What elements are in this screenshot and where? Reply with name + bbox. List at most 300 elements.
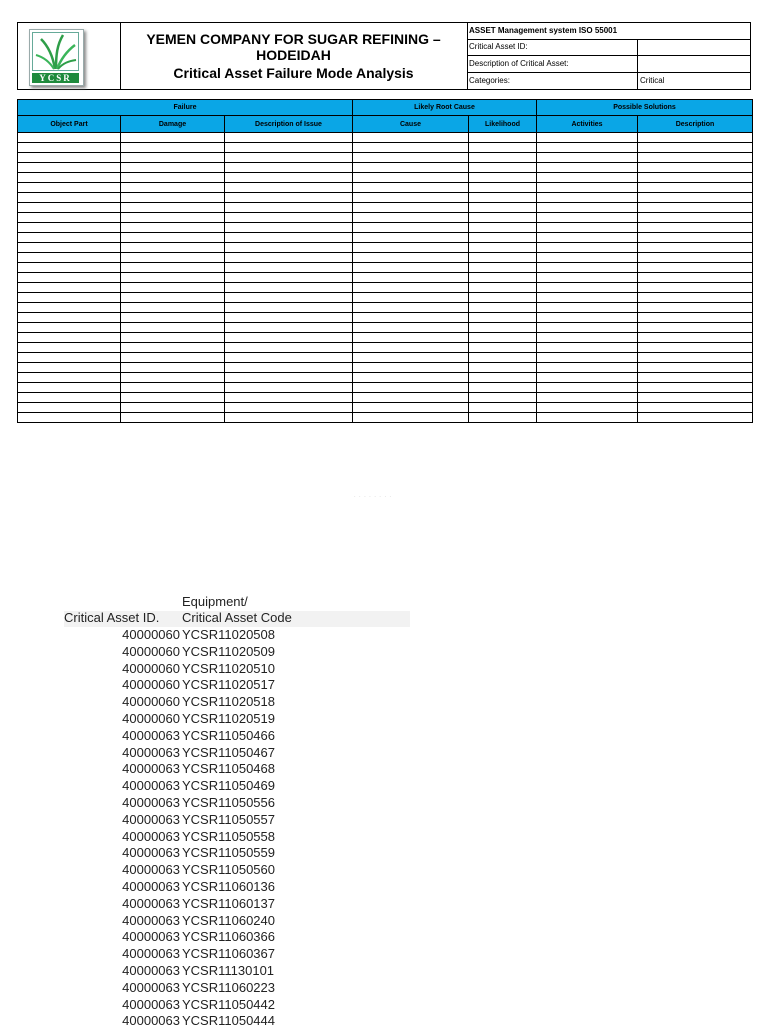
asset-id: 40000063: [122, 895, 180, 911]
failure-mode-table: [17, 99, 753, 423]
table-cell[interactable]: [469, 333, 537, 343]
table-cell[interactable]: [537, 203, 638, 213]
table-row: [18, 393, 753, 403]
asset-code: YCSR11020508: [182, 627, 275, 642]
table-cell[interactable]: [469, 153, 537, 163]
failure-mode-table-body: [18, 133, 753, 423]
table-cell[interactable]: [469, 353, 537, 363]
column-header-object-part: Object Part: [18, 116, 121, 133]
table-cell[interactable]: [121, 413, 225, 423]
table-cell[interactable]: [537, 373, 638, 383]
table-cell[interactable]: [225, 253, 353, 263]
table-row: [18, 203, 753, 213]
table-row: [18, 293, 753, 303]
asset-code: YCSR11060137: [182, 895, 275, 911]
table-cell[interactable]: [121, 253, 225, 263]
table-cell[interactable]: [225, 313, 353, 323]
logo-cell: [18, 23, 121, 89]
company-name-line1: YEMEN COMPANY FOR SUGAR REFINING –: [146, 31, 441, 47]
group-header-failure: Failure: [18, 100, 353, 116]
table-cell[interactable]: [638, 203, 753, 213]
table-cell[interactable]: [353, 273, 469, 283]
asset-id: 40000063: [122, 744, 180, 760]
table-cell[interactable]: [18, 253, 121, 263]
table-cell[interactable]: [638, 243, 753, 253]
table-cell[interactable]: [638, 273, 753, 283]
table-cell[interactable]: [121, 383, 225, 393]
table-cell[interactable]: [469, 343, 537, 353]
table-cell[interactable]: [121, 153, 225, 163]
table-row: [18, 233, 753, 243]
table-cell[interactable]: [121, 263, 225, 273]
table-row: [18, 263, 753, 273]
table-cell[interactable]: [638, 163, 753, 173]
table-cell[interactable]: [225, 133, 353, 143]
table-cell[interactable]: [469, 383, 537, 393]
table-cell[interactable]: [353, 293, 469, 303]
table-cell[interactable]: [469, 393, 537, 403]
table-cell[interactable]: [537, 413, 638, 423]
table-cell[interactable]: [537, 363, 638, 373]
table-cell[interactable]: [353, 393, 469, 403]
asset-id: 40000063: [122, 912, 180, 928]
asset-code: YCSR11050469: [182, 778, 275, 794]
table-cell[interactable]: [469, 293, 537, 303]
table-cell[interactable]: [638, 313, 753, 323]
asset-id: 40000060: [122, 694, 180, 710]
table-cell[interactable]: [638, 213, 753, 223]
table-cell[interactable]: [537, 143, 638, 153]
table-cell[interactable]: [225, 383, 353, 393]
title-cell: [120, 23, 468, 89]
table-cell[interactable]: [537, 133, 638, 143]
table-cell[interactable]: [469, 273, 537, 283]
table-cell[interactable]: [537, 193, 638, 203]
table-cell[interactable]: [469, 183, 537, 193]
asset-code: YCSR11060136: [182, 878, 275, 894]
table-cell[interactable]: [638, 373, 753, 383]
table-cell[interactable]: [18, 213, 121, 223]
table-cell[interactable]: [469, 213, 537, 223]
table-cell[interactable]: [121, 373, 225, 383]
table-cell[interactable]: [121, 223, 225, 233]
table-cell[interactable]: [121, 133, 225, 143]
table-cell[interactable]: [469, 193, 537, 203]
table-cell[interactable]: [638, 143, 753, 153]
column-header-damage: Damage: [121, 116, 225, 133]
asset-code: YCSR11020518: [182, 694, 275, 710]
table-cell[interactable]: [225, 163, 353, 173]
column-header-description: Description: [638, 116, 753, 133]
table-cell[interactable]: [353, 133, 469, 143]
table-cell[interactable]: [638, 133, 753, 143]
table-row: [18, 373, 753, 383]
table-cell[interactable]: [537, 273, 638, 283]
table-cell[interactable]: [353, 143, 469, 153]
table-cell[interactable]: [18, 343, 121, 353]
table-cell[interactable]: [18, 303, 121, 313]
table-cell[interactable]: [18, 173, 121, 183]
table-cell[interactable]: [121, 403, 225, 413]
table-row: [18, 223, 753, 233]
table-row: [18, 143, 753, 153]
table-cell[interactable]: [638, 413, 753, 423]
table-cell[interactable]: [225, 293, 353, 303]
asset-id: 40000060: [122, 643, 180, 659]
table-cell[interactable]: [469, 373, 537, 383]
asset-id: 40000063: [122, 946, 180, 962]
table-row: [18, 323, 753, 333]
table-cell[interactable]: [121, 233, 225, 243]
table-cell[interactable]: [353, 313, 469, 323]
table-cell[interactable]: [225, 373, 353, 383]
asset-id: 40000063: [122, 979, 180, 995]
table-cell[interactable]: [225, 323, 353, 333]
table-cell[interactable]: [638, 263, 753, 273]
system-label: ASSET Management system ISO 55001: [467, 23, 750, 40]
table-cell[interactable]: [353, 323, 469, 333]
description-label: Description of Critical Asset:: [469, 59, 569, 68]
table-cell[interactable]: [121, 323, 225, 333]
asset-code: YCSR11020517: [182, 677, 275, 693]
table-cell[interactable]: [353, 203, 469, 213]
table-cell[interactable]: [537, 263, 638, 273]
group-header-root-cause: Likely Root Cause: [353, 100, 537, 116]
table-cell[interactable]: [469, 403, 537, 413]
asset-id: 40000063: [122, 778, 180, 794]
table-cell[interactable]: [121, 283, 225, 293]
table-row: [18, 363, 753, 373]
table-row: [18, 343, 753, 353]
table-cell[interactable]: [638, 333, 753, 343]
critical-asset-id-row: [467, 39, 750, 56]
asset-id: 40000063: [122, 996, 180, 1012]
table-cell[interactable]: [225, 353, 353, 363]
table-cell[interactable]: [469, 203, 537, 213]
asset-code: YCSR11060367: [182, 946, 275, 962]
table-cell[interactable]: [121, 143, 225, 153]
table-cell[interactable]: [469, 253, 537, 263]
description-row: [467, 56, 750, 73]
table-cell[interactable]: [638, 393, 753, 403]
table-cell[interactable]: [469, 243, 537, 253]
table-cell[interactable]: [353, 403, 469, 413]
table-cell[interactable]: [18, 143, 121, 153]
table-cell[interactable]: [469, 263, 537, 273]
table-cell[interactable]: [18, 373, 121, 383]
table-cell[interactable]: [469, 413, 537, 423]
table-cell[interactable]: [121, 343, 225, 353]
table-cell[interactable]: [353, 243, 469, 253]
asset-code: YCSR11060366: [182, 929, 275, 945]
table-row: [18, 283, 753, 293]
table-cell[interactable]: [537, 353, 638, 363]
table-cell[interactable]: [638, 173, 753, 183]
table-cell[interactable]: [638, 353, 753, 363]
asset-id: 40000060: [122, 660, 180, 676]
table-cell[interactable]: [18, 383, 121, 393]
table-cell[interactable]: [18, 353, 121, 363]
table-cell[interactable]: [225, 233, 353, 243]
table-cell[interactable]: [469, 173, 537, 183]
table-cell[interactable]: [353, 373, 469, 383]
table-cell[interactable]: [537, 343, 638, 353]
asset-code: YCSR11050558: [182, 828, 275, 844]
table-cell[interactable]: [469, 133, 537, 143]
document-title: Critical Asset Failure Mode Analysis: [173, 65, 414, 81]
table-cell[interactable]: [638, 343, 753, 353]
table-cell[interactable]: [225, 243, 353, 253]
table-cell[interactable]: [353, 193, 469, 203]
table-cell[interactable]: [225, 283, 353, 293]
critical-asset-id-label: Critical Asset ID:: [469, 42, 528, 51]
table-cell[interactable]: [353, 333, 469, 343]
table-cell[interactable]: [18, 203, 121, 213]
table-cell[interactable]: [469, 163, 537, 173]
company-name-line2: HODEIDAH: [256, 47, 331, 63]
asset-id: 40000063: [122, 761, 180, 777]
table-cell[interactable]: [537, 403, 638, 413]
table-cell[interactable]: [225, 413, 353, 423]
equipment-header: Equipment/: [182, 594, 248, 609]
table-cell[interactable]: [353, 233, 469, 243]
asset-id: 40000063: [122, 929, 180, 945]
asset-code: YCSR11130101: [182, 962, 275, 978]
table-cell[interactable]: [18, 133, 121, 143]
asset-code: YCSR11050444: [182, 1013, 275, 1029]
table-cell[interactable]: [537, 233, 638, 243]
table-cell[interactable]: [638, 283, 753, 293]
asset-id: 40000063: [122, 878, 180, 894]
table-cell[interactable]: [638, 303, 753, 313]
table-cell[interactable]: [121, 203, 225, 213]
table-cell[interactable]: [225, 263, 353, 273]
table-row: [18, 313, 753, 323]
asset-id: 40000060: [122, 710, 180, 726]
table-cell[interactable]: [121, 293, 225, 303]
column-header-description-of-issue: Description of Issue: [225, 116, 353, 133]
table-cell[interactable]: [18, 233, 121, 243]
table-cell[interactable]: [469, 283, 537, 293]
table-cell[interactable]: [638, 153, 753, 163]
table-cell[interactable]: [353, 283, 469, 293]
asset-id: 40000060: [122, 677, 180, 693]
asset-id: 40000063: [122, 1013, 180, 1029]
table-row: [18, 183, 753, 193]
table-row: [18, 243, 753, 253]
table-cell[interactable]: [353, 363, 469, 373]
table-cell[interactable]: [121, 243, 225, 253]
table-cell[interactable]: [18, 273, 121, 283]
table-cell[interactable]: [18, 323, 121, 333]
table-cell[interactable]: [469, 223, 537, 233]
table-cell[interactable]: [537, 293, 638, 303]
table-cell[interactable]: [225, 273, 353, 283]
table-cell[interactable]: [121, 313, 225, 323]
table-cell[interactable]: [353, 223, 469, 233]
table-cell[interactable]: [638, 193, 753, 203]
table-cell[interactable]: [353, 303, 469, 313]
table-cell[interactable]: [537, 223, 638, 233]
table-cell[interactable]: [537, 183, 638, 193]
table-cell[interactable]: [537, 153, 638, 163]
table-cell[interactable]: [18, 293, 121, 303]
table-cell[interactable]: [469, 363, 537, 373]
table-row: [18, 333, 753, 343]
table-cell[interactable]: [353, 183, 469, 193]
table-cell[interactable]: [638, 323, 753, 333]
critical-asset-code-header: Critical Asset Code: [182, 610, 292, 625]
table-cell[interactable]: [537, 313, 638, 323]
table-cell[interactable]: [225, 303, 353, 313]
table-cell[interactable]: [121, 273, 225, 283]
table-cell[interactable]: [121, 193, 225, 203]
table-cell[interactable]: [638, 223, 753, 233]
table-cell[interactable]: [353, 163, 469, 173]
asset-code: YCSR11050442: [182, 996, 275, 1012]
table-cell[interactable]: [353, 263, 469, 273]
table-cell[interactable]: [18, 243, 121, 253]
table-cell[interactable]: [537, 163, 638, 173]
asset-code: YCSR11020510: [182, 660, 275, 676]
asset-code: YCSR11050556: [182, 794, 275, 810]
table-row: [18, 403, 753, 413]
table-cell[interactable]: [18, 183, 121, 193]
table-row: [18, 163, 753, 173]
table-cell[interactable]: [225, 363, 353, 373]
table-cell[interactable]: [638, 363, 753, 373]
critical-asset-id-header: Critical Asset ID.: [64, 610, 160, 625]
asset-id: 40000063: [122, 794, 180, 810]
table-row: [18, 173, 753, 183]
table-cell[interactable]: [537, 333, 638, 343]
table-cell[interactable]: [469, 323, 537, 333]
document-header: [17, 22, 751, 90]
table-cell[interactable]: [638, 293, 753, 303]
asset-id: 40000063: [122, 962, 180, 978]
table-cell[interactable]: [18, 313, 121, 323]
table-cell[interactable]: [353, 413, 469, 423]
asset-code: YCSR11050466: [182, 727, 275, 743]
table-cell[interactable]: [537, 283, 638, 293]
table-cell[interactable]: [121, 303, 225, 313]
table-cell[interactable]: [537, 253, 638, 263]
table-row: [18, 383, 753, 393]
table-row: [18, 193, 753, 203]
faint-mark: · · · · · · · ·: [354, 494, 393, 500]
table-cell[interactable]: [353, 253, 469, 263]
table-cell[interactable]: [121, 213, 225, 223]
table-cell[interactable]: [353, 383, 469, 393]
critical-asset-id-value[interactable]: [637, 39, 640, 55]
table-cell[interactable]: [638, 233, 753, 243]
table-cell[interactable]: [225, 393, 353, 403]
table-cell[interactable]: [18, 153, 121, 163]
table-cell[interactable]: [18, 263, 121, 273]
table-cell[interactable]: [121, 393, 225, 403]
table-cell[interactable]: [121, 353, 225, 363]
table-cell[interactable]: [638, 383, 753, 393]
table-row: [18, 153, 753, 163]
table-cell[interactable]: [18, 413, 121, 423]
table-cell[interactable]: [121, 333, 225, 343]
table-cell[interactable]: [537, 173, 638, 183]
table-cell[interactable]: [537, 303, 638, 313]
table-cell[interactable]: [225, 213, 353, 223]
table-cell[interactable]: [469, 143, 537, 153]
table-cell[interactable]: [353, 173, 469, 183]
table-cell[interactable]: [638, 403, 753, 413]
table-cell[interactable]: [469, 313, 537, 323]
table-cell[interactable]: [121, 363, 225, 373]
table-cell[interactable]: [353, 153, 469, 163]
table-cell[interactable]: [225, 183, 353, 193]
table-cell[interactable]: [537, 393, 638, 403]
table-cell[interactable]: [121, 183, 225, 193]
table-cell[interactable]: [537, 213, 638, 223]
company-logo: [29, 29, 84, 86]
table-cell[interactable]: [18, 163, 121, 173]
table-cell[interactable]: [18, 333, 121, 343]
asset-id: 40000063: [122, 845, 180, 861]
table-cell[interactable]: [225, 193, 353, 203]
table-cell[interactable]: [225, 173, 353, 183]
column-header-activities: Activities: [537, 116, 638, 133]
table-cell[interactable]: [537, 323, 638, 333]
table-cell[interactable]: [121, 173, 225, 183]
asset-code: YCSR11050468: [182, 761, 275, 777]
table-cell[interactable]: [537, 243, 638, 253]
table-row: [18, 413, 753, 423]
table-cell[interactable]: [469, 303, 537, 313]
table-cell[interactable]: [537, 383, 638, 393]
asset-code: YCSR11050560: [182, 862, 275, 878]
table-cell[interactable]: [469, 233, 537, 243]
table-cell[interactable]: [225, 223, 353, 233]
table-cell[interactable]: [225, 333, 353, 343]
table-cell[interactable]: [18, 403, 121, 413]
table-cell[interactable]: [225, 343, 353, 353]
table-cell[interactable]: [225, 143, 353, 153]
table-cell[interactable]: [18, 193, 121, 203]
table-cell[interactable]: [353, 213, 469, 223]
asset-id: 40000063: [122, 727, 180, 743]
table-cell[interactable]: [353, 353, 469, 363]
asset-id: 40000063: [122, 828, 180, 844]
description-value[interactable]: [637, 56, 640, 72]
group-header-solutions: Possible Solutions: [537, 100, 753, 116]
table-cell[interactable]: [225, 203, 353, 213]
asset-code: YCSR11050559: [182, 845, 275, 861]
table-cell[interactable]: [353, 343, 469, 353]
table-cell[interactable]: [121, 163, 225, 173]
table-cell[interactable]: [638, 183, 753, 193]
asset-code: YCSR11050557: [182, 811, 275, 827]
table-cell[interactable]: [18, 363, 121, 373]
asset-id: 40000060: [122, 627, 180, 642]
table-row: [18, 213, 753, 223]
table-cell[interactable]: [18, 393, 121, 403]
table-cell[interactable]: [18, 223, 121, 233]
logo-text: YCSR: [32, 73, 79, 83]
asset-id: 40000063: [122, 811, 180, 827]
column-header-likelihood: Likelihood: [469, 116, 537, 133]
column-header-cause: Cause: [353, 116, 469, 133]
table-cell[interactable]: [638, 253, 753, 263]
table-cell[interactable]: [225, 153, 353, 163]
table-cell[interactable]: [18, 283, 121, 293]
table-cell[interactable]: [225, 403, 353, 413]
